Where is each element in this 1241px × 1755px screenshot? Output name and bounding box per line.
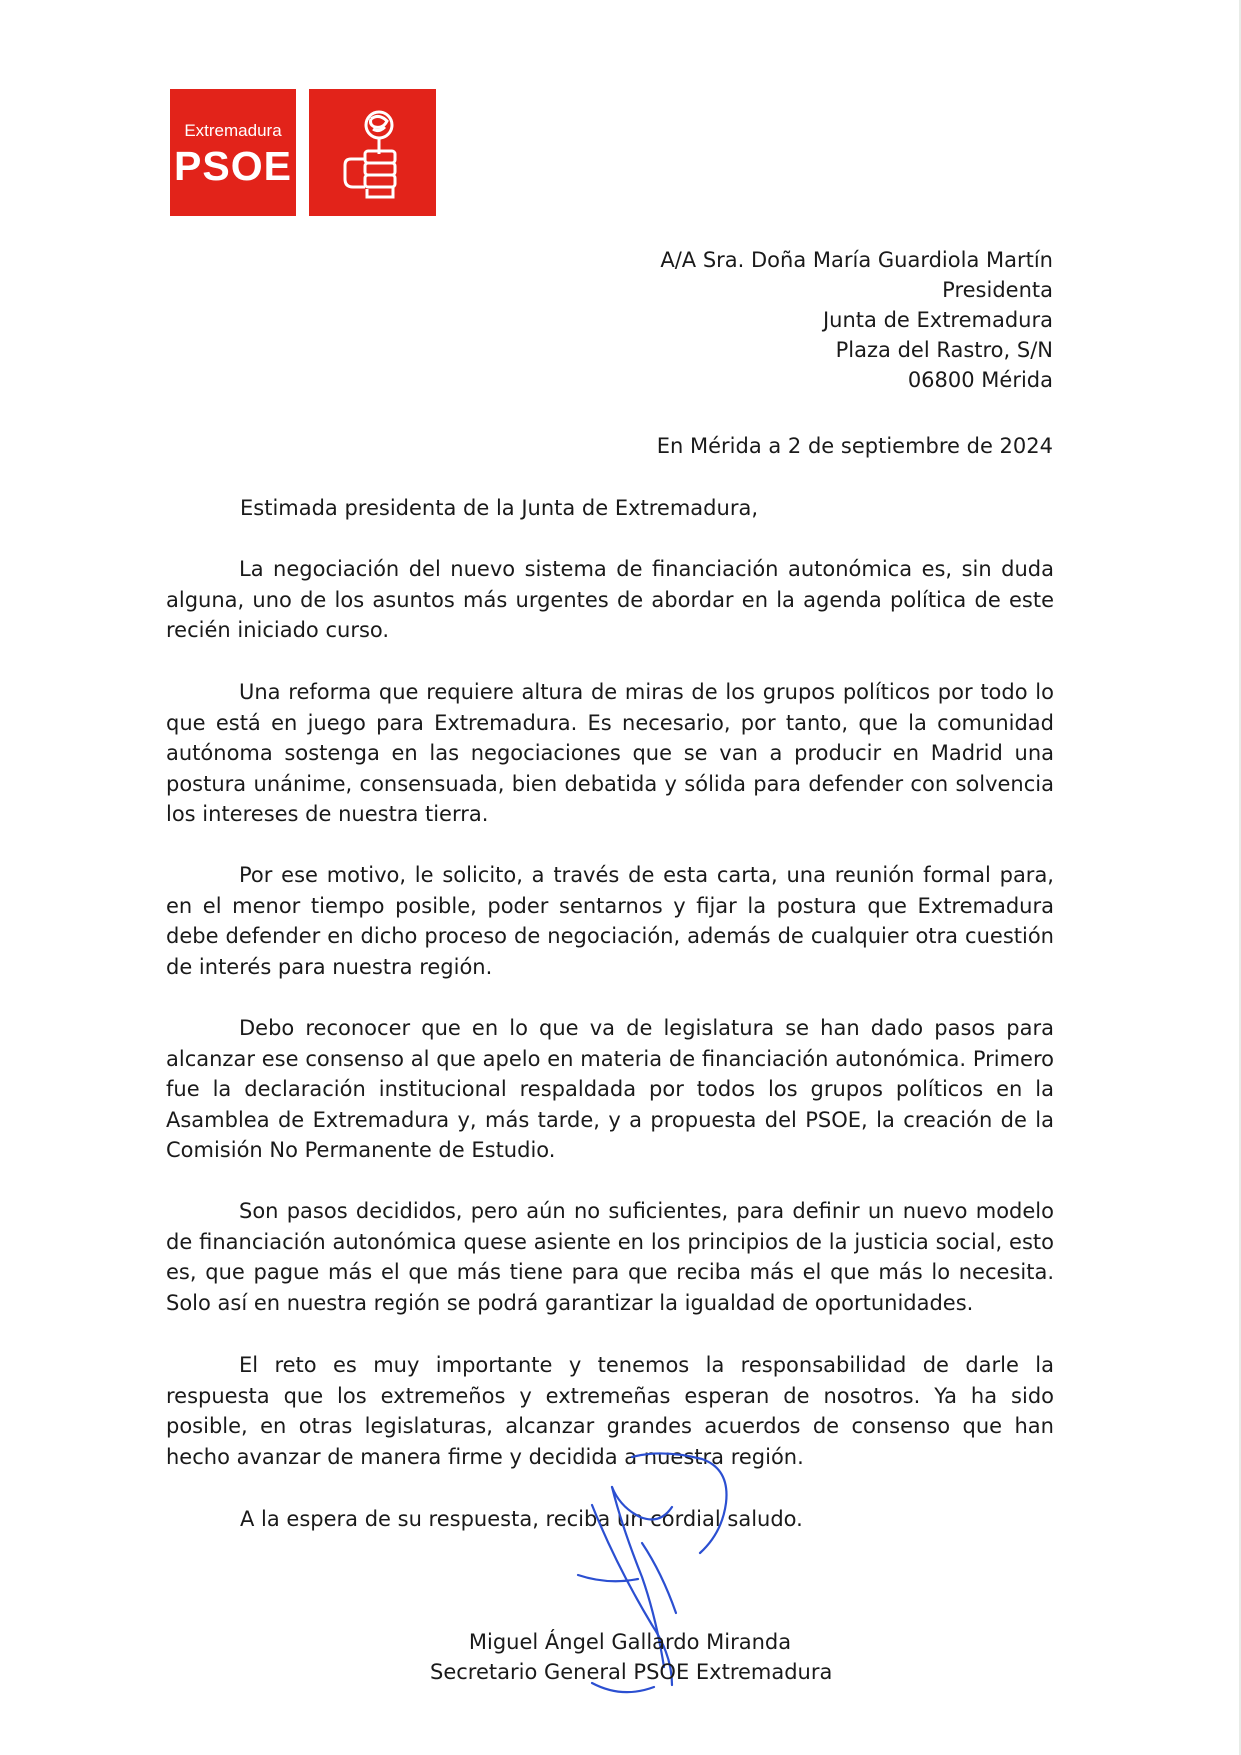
body-paragraph-5: Son pasos decididos, pero aún no suficientes, para definir un nuevo modelo de financiación autonómica quese asiente en los principios de la justicia social, esto es, que pague más el que más tiene para que reciba más el que más lo necesita. Solo así en nuestra región se podrá garantizar la igualdad de oportunidades. [166, 1199, 1054, 1315]
body-paragraph-3: Por ese motivo, le solicito, a través de esta carta, una reunión formal para, en el menor tiempo posible, poder sentarnos y fijar la postura que Extremadura debe defender en dicho proceso de negociación, además de cualquier otra cuestión de interés para nuestra región. [166, 863, 1054, 979]
closing-line: A la espera de su respuesta, reciba un cordial saludo. [240, 1507, 803, 1531]
fist-and-rose-icon [309, 89, 436, 216]
body-paragraph-6: El reto es muy importante y tenemos la responsabilidad de darle la respuesta que los extremeños y extremeñas esperan de nosotros. Ya ha sido posible, en otras legislaturas, alcanzar grandes acuerdos de consenso que han hecho avanzar de manera firme y decidida a nuestra región. [166, 1353, 1054, 1469]
recipient-line-1: A/A Sra. Doña María Guardiola Martín [660, 248, 1053, 272]
body-paragraph-1: La negociación del nuevo sistema de financiación autonómica es, sin duda alguna, uno de los asuntos más urgentes de abordar en la agenda política de este recién iniciado curso. [166, 557, 1054, 642]
signer-name: Miguel Ángel Gallardo Miranda [468, 1630, 792, 1654]
logo-party-text: PSOE [174, 143, 292, 189]
signer-title: Secretario General PSOE Extremadura [430, 1660, 833, 1684]
logo-region-text: Extremadura [184, 121, 282, 140]
body-paragraph-2: Una reforma que requiere altura de miras de los grupos políticos por todo lo que está en juego para Extremadura. Es necesario, por tanto, que la comunidad autónoma sostenga en las negociaciones que se van a producir en Madrid una postura unánime, consensuada, bien debatida y sólida para defender con solvencia los intereses de nuestra tierra. [166, 680, 1054, 826]
body-paragraph-4: Debo reconocer que en lo que va de legislatura se han dado pasos para alcanzar ese consenso al que apelo en materia de financiación autonómica. Primero fue la declaración institucional respaldada por todos los grupos políticos en la Asamblea de Extremadura y, más tarde, y a propuesta del PSOE, la creación de la Comisión No Permanente de Estudio. [166, 1016, 1054, 1162]
letter-date: En Mérida a 2 de septiembre de 2024 [656, 434, 1053, 458]
salutation: Estimada presidenta de la Junta de Extremadura, [240, 496, 758, 520]
recipient-line-2: Presidenta [942, 278, 1053, 302]
recipient-line-5: 06800 Mérida [907, 368, 1053, 392]
recipient-line-3: Junta de Extremadura [822, 308, 1053, 332]
psoe-extremadura-logo [170, 89, 436, 216]
logo-text-block [170, 89, 296, 216]
recipient-line-4: Plaza del Rastro, S/N [835, 338, 1053, 362]
